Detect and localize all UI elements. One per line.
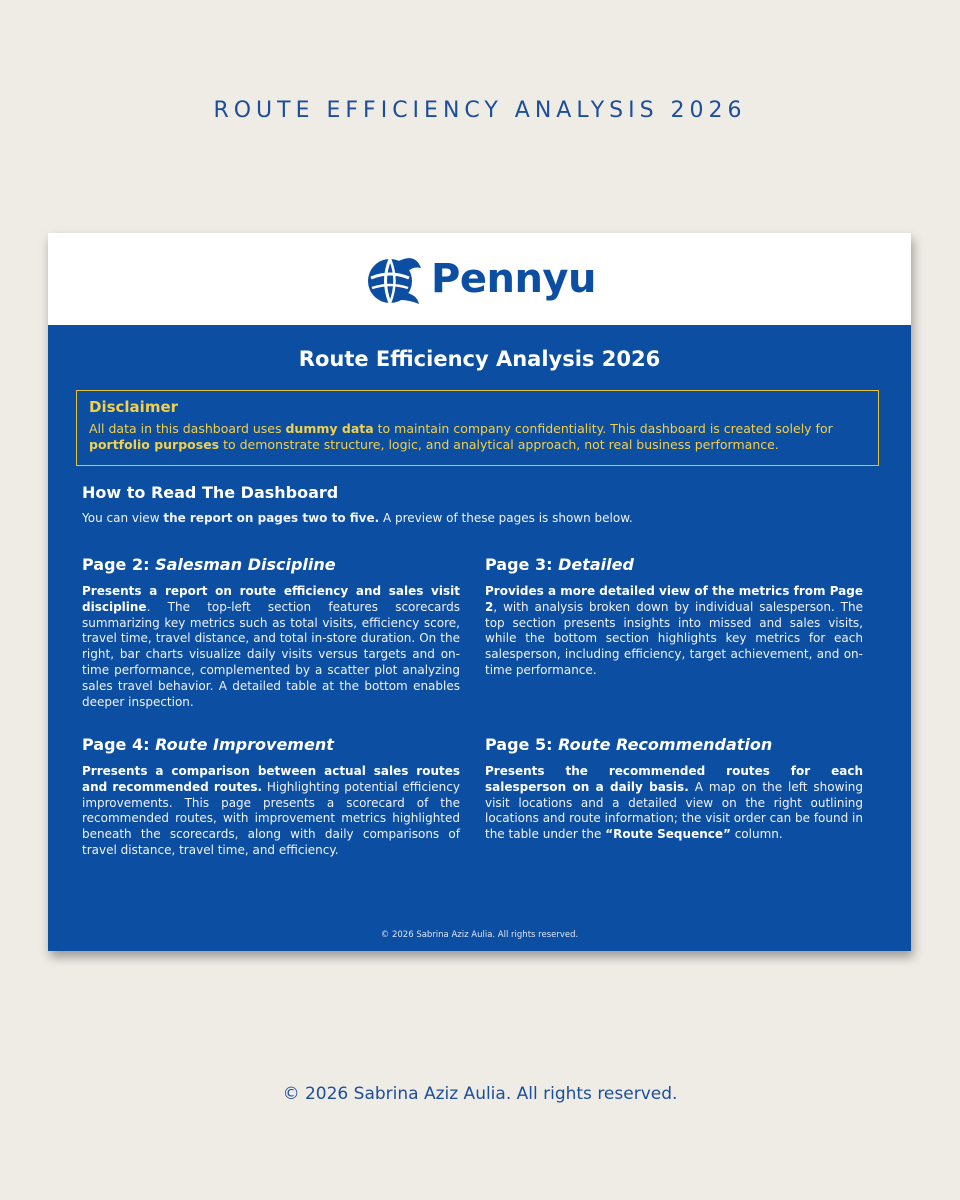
disclaimer-box: [76, 390, 879, 466]
brand-logo: [363, 248, 596, 310]
how-to-title: How to Read The Dashboard: [82, 483, 339, 502]
report-preview-card: [48, 233, 911, 951]
disclaimer-title: Disclaimer: [89, 398, 179, 416]
page-heading: ROUTE EFFICIENCY ANALYSIS 2026: [213, 98, 747, 123]
page-copyright: © 2026 Sabrina Aziz Aulia. All rights reserved.: [282, 1084, 678, 1104]
section-heading: [485, 555, 863, 574]
section-lead: Provides a more detailed view of the metrics from Page 2: [485, 584, 863, 614]
section-heading: [82, 555, 460, 574]
section-heading-name: Route Recommendation: [558, 735, 773, 754]
section-lead: Presents a report on route efficiency and sales visit discipline: [82, 584, 460, 614]
brand-name: Pennyu: [431, 256, 596, 302]
section-lead: Prresents a comparison between actual sales routes and recommended routes.: [82, 764, 460, 794]
how-to-text: [82, 511, 633, 525]
section-text: column.: [730, 827, 783, 842]
section-heading-name: Route Improvement: [155, 735, 334, 754]
disclaimer-text-part: All data in this dashboard uses: [89, 421, 286, 436]
report-copyright: © 2026 Sabrina Aziz Aulia. All rights reserved.: [380, 930, 579, 940]
section-heading-name: Salesman Discipline: [155, 555, 336, 574]
section-heading-prefix: Page 5:: [485, 735, 559, 754]
section-text: A map on the left showing visit locations and a detailed view on the right outlining locations and route information; the visit order can be found in the table under the: [485, 779, 863, 842]
section-page-4: [82, 735, 460, 859]
disclaimer-text-part: to demonstrate structure, logic, and analytical approach, not real business performance.: [219, 437, 779, 452]
report-body: [48, 325, 911, 951]
section-page-5: [485, 735, 863, 843]
disclaimer-text: [89, 421, 866, 453]
how-to-emphasis: the report on pages two to five.: [163, 511, 380, 525]
how-to-text-part: A preview of these pages is shown below.: [379, 511, 633, 525]
section-description: [485, 764, 863, 843]
section-emphasis: “Route Sequence”: [605, 827, 731, 842]
section-description: [82, 764, 460, 859]
report-title: Route Efficiency Analysis 2026: [298, 347, 661, 371]
disclaimer-emphasis: portfolio purposes: [89, 437, 220, 452]
section-page-2: [82, 555, 460, 710]
section-heading-prefix: Page 4:: [82, 735, 156, 754]
section-heading: [485, 735, 863, 754]
section-heading-prefix: Page 3:: [485, 555, 559, 574]
section-description: [485, 584, 863, 679]
section-heading-prefix: Page 2:: [82, 555, 156, 574]
disclaimer-emphasis: dummy data: [285, 421, 374, 436]
how-to-text-part: You can view: [82, 511, 164, 525]
section-page-3: [485, 555, 863, 679]
disclaimer-text-part: to maintain company confidentiality. This dashboard is created solely for: [373, 421, 833, 436]
logo-header: [48, 233, 911, 325]
section-heading-name: Detailed: [558, 555, 634, 574]
section-lead: Presents the recommended routes for each salesperson on a daily basis.: [485, 764, 863, 794]
globe-bird-logo-icon: [363, 248, 425, 310]
section-text: Highlighting potential efficiency improvements. This page presents a scorecard of the recommended routes, with improvement metrics highlighted beneath the scorecards, along with daily comparisons of travel distance, travel time, and efficiency.: [82, 779, 460, 857]
section-heading: [82, 735, 460, 754]
section-description: [82, 584, 460, 710]
section-text: , with analysis broken down by individual salesperson. The top section presents insights into missed and sales visits, while the bottom section highlights key metrics for each salesperson, including efficiency, target achievement, and on-time performance.: [485, 599, 863, 677]
section-text: . The top-left section features scorecards summarizing key metrics such as total visits, efficiency score, travel time, travel distance, and total in-store duration. On the right, bar charts visualize daily visits versus targets and on-time performance, complemented by a scatter plot analyzing sales travel behavior. A detailed table at the bottom enables deeper inspection.: [82, 599, 460, 709]
